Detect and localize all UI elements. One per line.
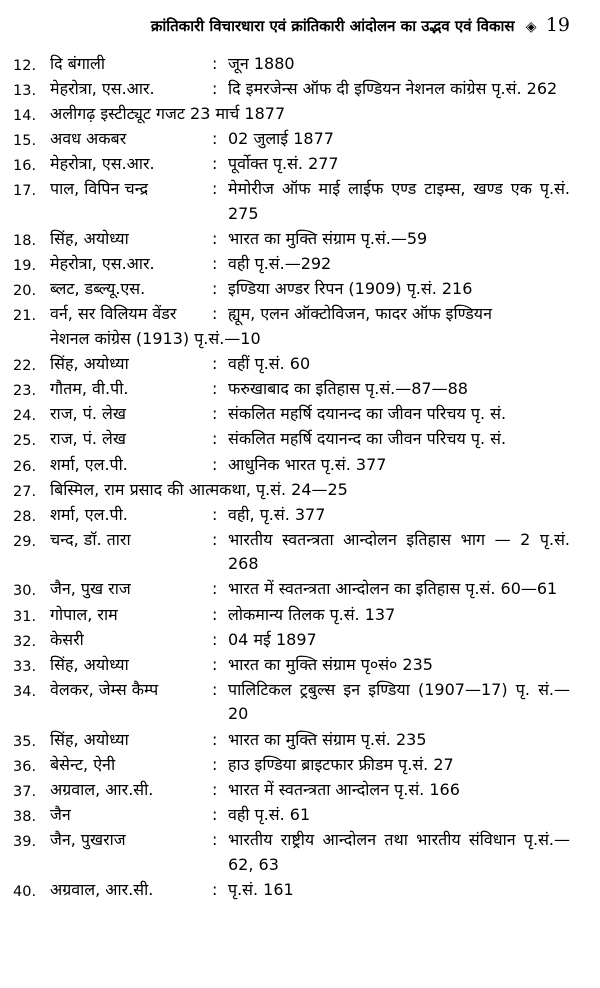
entry-source: भारत में स्वतन्त्रता आन्दोलन का इतिहास पृ.सं. 60—61 <box>228 579 558 599</box>
entry-source: 04 मई 1897 <box>228 629 317 649</box>
reference-entry <box>0 528 600 577</box>
entry-number: 17. <box>13 183 37 200</box>
entry-author: जैन <box>50 804 71 824</box>
entry-number: 24. <box>13 408 37 425</box>
entry-number: 34. <box>13 683 37 700</box>
separator: : <box>212 404 218 424</box>
reference-entry <box>0 102 600 127</box>
entry-number: 20. <box>13 283 37 300</box>
separator: : <box>212 279 218 299</box>
entry-author: मेहरोत्रा, एस.आर. <box>50 154 155 174</box>
entry-number: 23. <box>13 383 37 400</box>
separator: : <box>212 304 218 324</box>
entry-author: अग्रवाल, आर.सी. <box>50 779 154 799</box>
entry-author: सिंह, अयोध्या <box>50 654 129 674</box>
entry-source: इण्डिया अण्डर रिपन (1909) पृ.सं. 216 <box>228 279 473 299</box>
entry-source: भारत में स्वतन्त्रता आन्दोलन पृ.सं. 166 <box>228 779 460 799</box>
entry-source: फरुखाबाद का इतिहास पृ.सं.—87—88 <box>228 379 468 399</box>
entry-author: पाल, विपिन चन्द्र <box>50 179 149 199</box>
entry-text: बिस्मिल, राम प्रसाद की आत्मकथा, पृ.सं. 24—25 <box>50 479 348 499</box>
reference-entry <box>0 577 600 602</box>
entry-text: अलीगढ़ इस्टीट्यूट गजट 23 मार्च 1877 <box>50 104 286 124</box>
separator: : <box>212 804 218 824</box>
separator: : <box>212 879 218 899</box>
separator: : <box>212 129 218 149</box>
reference-entry <box>0 52 600 77</box>
reference-entry <box>0 77 600 102</box>
entry-author: चन्द, डॉ. तारा <box>50 529 131 549</box>
entry-author: शर्मा, एल.पी. <box>50 454 128 474</box>
reference-entry <box>0 653 600 678</box>
separator: : <box>212 504 218 524</box>
entry-author: राज, पं. लेख <box>50 429 126 449</box>
entry-number: 40. <box>13 883 37 900</box>
reference-entry <box>0 478 600 503</box>
entry-number: 29. <box>13 533 37 550</box>
separator: : <box>212 529 218 549</box>
entry-author: सिंह, अयोध्या <box>50 354 129 374</box>
entry-source: पूर्वोक्त पृ.सं. 277 <box>228 154 339 174</box>
page-number: 19 <box>545 14 570 36</box>
reference-entry <box>0 753 600 778</box>
reference-entry <box>0 678 600 727</box>
separator: : <box>212 254 218 274</box>
entry-source: 02 जुलाई 1877 <box>228 129 334 149</box>
entry-number: 39. <box>13 833 37 850</box>
entry-source: भारतीय राष्ट्रीय आन्दोलन तथा भारतीय संविधान पृ.सं.—62, 63 <box>228 829 570 874</box>
entry-source: आधुनिक भारत पृ.सं. 377 <box>228 454 387 474</box>
entry-author: जैन, पुखराज <box>50 829 126 849</box>
separator: : <box>212 379 218 399</box>
entry-source: संकलित महर्षि दयानन्द का जीवन परिचय पृ. सं. <box>228 404 507 424</box>
entry-author: अग्रवाल, आर.सी. <box>50 879 154 899</box>
reference-entry <box>0 603 600 628</box>
entry-number: 37. <box>13 783 37 800</box>
reference-entry <box>0 503 600 528</box>
separator: : <box>212 354 218 374</box>
separator: : <box>212 629 218 649</box>
entry-number: 16. <box>13 158 37 175</box>
entry-source: दि इमरजेन्स ऑफ दी इण्डियन नेशनल कांग्रेस पृ.सं. 262 <box>228 79 558 99</box>
entry-author: शर्मा, एल.पी. <box>50 504 128 524</box>
entry-author: वेलकर, जेम्स कैम्प <box>50 679 159 699</box>
reference-entry <box>0 878 600 903</box>
reference-entry <box>0 377 600 402</box>
separator: : <box>212 229 218 249</box>
reference-list <box>0 52 600 903</box>
separator: : <box>212 154 218 174</box>
entry-number: 32. <box>13 633 37 650</box>
entry-author: अवध अकबर <box>50 129 127 149</box>
entry-number: 31. <box>13 608 37 625</box>
reference-entry <box>0 728 600 753</box>
reference-entry <box>0 828 600 877</box>
entry-author: ब्लट, डब्ल्यू.एस. <box>50 279 146 299</box>
entry-number: 13. <box>13 83 37 100</box>
running-header <box>151 14 570 36</box>
entry-number: 33. <box>13 658 37 675</box>
header-title: क्रांतिकारी विचारधारा एवं क्रांतिकारी आंदोलन का उद्भव एवं विकास <box>150 17 515 35</box>
entry-number: 35. <box>13 733 37 750</box>
reference-entry <box>0 628 600 653</box>
entry-author: गोपाल, राम <box>50 604 118 624</box>
separator: : <box>212 454 218 474</box>
entry-number: 19. <box>13 258 37 275</box>
entry-source: वही पृ.सं. 61 <box>228 804 311 824</box>
entry-source: भारत का मुक्ति संग्राम पृ०सं० 235 <box>228 654 433 674</box>
entry-source: लोकमान्य तिलक पृ.सं. 137 <box>228 604 396 624</box>
diamond-ornament-icon: ◈ <box>525 19 537 35</box>
entry-number: 15. <box>13 133 37 150</box>
separator: : <box>212 604 218 624</box>
entry-source: भारतीय स्वतन्त्रता आन्दोलन इतिहास भाग — 2 पृ.सं. 268 <box>228 529 570 574</box>
entry-source: वहीं पृ.सं. 60 <box>228 354 311 374</box>
entry-source: संकलित महर्षि दयानन्द का जीवन परिचय पृ. सं. <box>228 429 507 449</box>
entry-number: 26. <box>13 458 37 475</box>
entry-source: मेमोरीज ऑफ माई लाईफ एण्ड टाइम्स, खण्ड एक पृ.सं. 275 <box>228 179 570 224</box>
reference-entry <box>0 427 600 452</box>
entry-number: 36. <box>13 758 37 775</box>
separator: : <box>212 579 218 599</box>
entry-author: दि बंगाली <box>50 54 106 73</box>
entry-source: पालिटिकल ट्रबुल्स इन इण्डिया (1907—17) पृ. सं.—20 <box>228 679 570 724</box>
entry-author: गौतम, वी.पी. <box>50 379 129 399</box>
entry-source-continued: नेशनल कांग्रेस (1913) पृ.सं.—10 <box>50 329 261 349</box>
reference-entry <box>0 252 600 277</box>
entry-number: 22. <box>13 358 37 375</box>
entry-number: 30. <box>13 583 37 600</box>
entry-number: 14. <box>13 108 37 125</box>
separator: : <box>212 779 218 799</box>
separator: : <box>212 829 218 849</box>
entry-source: हाउ इण्डिया ब्राइटफार फ्रीडम पृ.सं. 27 <box>228 754 454 774</box>
entry-author: राज, पं. लेख <box>50 404 126 424</box>
entry-author: जैन, पुख राज <box>50 579 131 599</box>
entry-number: 28. <box>13 508 37 525</box>
entry-source: ह्यूम, एलन ऑक्टोविजन, फादर ऑफ इण्डियन <box>228 304 492 324</box>
entry-number: 38. <box>13 808 37 825</box>
separator: : <box>212 679 218 699</box>
entry-author: सिंह, अयोध्या <box>50 729 129 749</box>
reference-entry <box>0 402 600 427</box>
entry-number: 27. <box>13 483 37 500</box>
entry-author: मेहरोत्रा, एस.आर. <box>50 79 155 99</box>
separator: : <box>212 179 218 199</box>
entry-source: पृ.सं. 161 <box>228 879 294 899</box>
entry-author: बेसेन्ट, ऐनी <box>50 754 116 774</box>
entry-source: जून 1880 <box>228 54 295 73</box>
entry-source: वही पृ.सं.—292 <box>228 254 332 274</box>
reference-entry <box>0 177 600 226</box>
reference-entry <box>0 127 600 152</box>
reference-entry <box>0 453 600 478</box>
separator: : <box>212 654 218 674</box>
entry-number: 25. <box>13 433 37 450</box>
reference-entry <box>0 803 600 828</box>
separator: : <box>212 729 218 749</box>
entry-source: भारत का मुक्ति संग्राम पृ.सं. 235 <box>228 729 427 749</box>
reference-entry <box>0 352 600 377</box>
separator: : <box>212 79 218 99</box>
separator: : <box>212 754 218 774</box>
entry-author: मेहरोत्रा, एस.आर. <box>50 254 155 274</box>
separator: : <box>212 54 218 73</box>
entry-number: 12. <box>13 58 37 74</box>
entry-author: केसरी <box>50 629 84 649</box>
entry-number: 18. <box>13 233 37 250</box>
entry-author: सिंह, अयोध्या <box>50 229 129 249</box>
reference-entry <box>0 778 600 803</box>
reference-entry <box>0 302 600 351</box>
separator: : <box>212 429 218 449</box>
entry-author: वर्न, सर विलियम वेंडर <box>50 304 177 324</box>
entry-number: 21. <box>13 308 37 325</box>
entry-source: वही, पृ.सं. 377 <box>228 504 326 524</box>
reference-entry <box>0 277 600 302</box>
reference-entry <box>0 227 600 252</box>
reference-entry <box>0 152 600 177</box>
entry-source: भारत का मुक्ति संग्राम पृ.सं.—59 <box>228 229 428 249</box>
